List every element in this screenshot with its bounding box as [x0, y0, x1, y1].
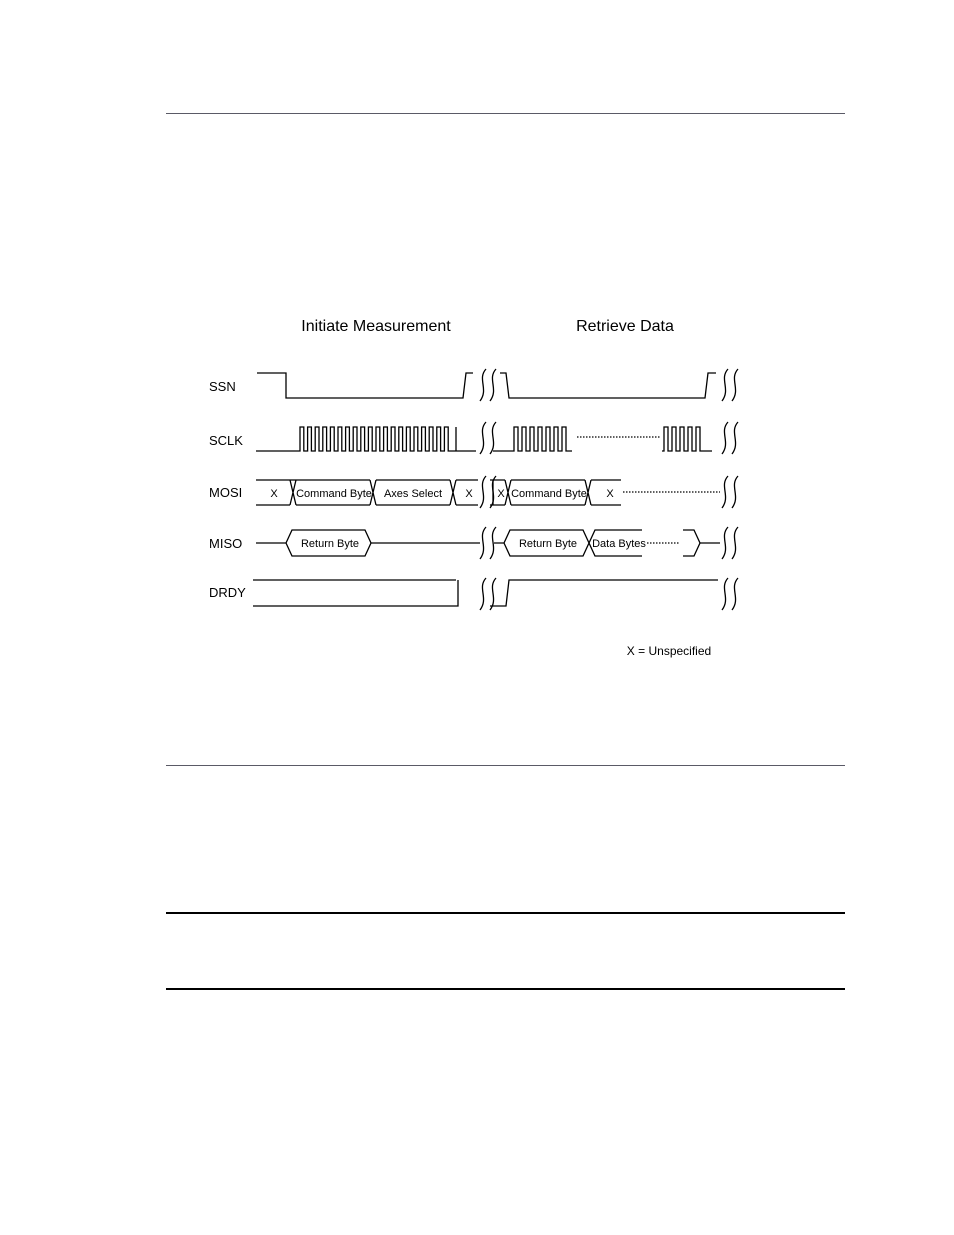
break-wave — [722, 422, 728, 454]
mosi-field-command1: Command Byte — [296, 488, 372, 500]
break-wave — [732, 369, 738, 401]
break-wave — [722, 578, 728, 610]
legend-unspecified: X = Unspecified — [626, 644, 712, 658]
mosi-field-x1: X — [270, 488, 278, 500]
break-wave — [722, 369, 728, 401]
break-wave — [732, 527, 738, 559]
signal-label-drdy: DRDY — [209, 585, 246, 600]
phase-initiate-label: Initiate Measurement — [301, 318, 451, 335]
signal-label-sclk: SCLK — [209, 433, 243, 448]
break-wave — [490, 422, 496, 454]
break-wave — [722, 527, 728, 559]
mosi-field-x4: X — [606, 488, 614, 500]
mosi-field-x3: X — [497, 488, 505, 500]
phase-retrieve-label: Retrieve Data — [576, 318, 674, 335]
mosi-field-command2: Command Byte — [511, 488, 587, 500]
sclk-waveform — [256, 427, 712, 451]
signal-label-miso: MISO — [209, 536, 243, 551]
signal-label-ssn: SSN — [209, 379, 236, 394]
break-wave — [732, 578, 738, 610]
break-wave — [480, 476, 486, 508]
break-wave — [480, 527, 486, 559]
break-wave — [722, 476, 728, 508]
break-wave — [732, 476, 738, 508]
mosi-field-axes-select: Axes Select — [383, 488, 443, 500]
break-wave — [480, 578, 486, 610]
break-wave — [480, 369, 486, 401]
mosi-field-x2: X — [465, 488, 473, 500]
break-wave — [490, 476, 496, 508]
signal-label-mosi: MOSI — [209, 485, 243, 500]
break-wave — [490, 578, 496, 610]
miso-field-return1: Return Byte — [300, 538, 360, 550]
break-wave — [490, 369, 496, 401]
ssn-waveform — [257, 373, 716, 398]
break-wave — [732, 422, 738, 454]
miso-field-return2: Return Byte — [518, 538, 578, 550]
drdy-waveform — [253, 580, 718, 606]
break-wave — [480, 422, 486, 454]
miso-field-data-bytes: Data Bytes — [592, 538, 646, 550]
